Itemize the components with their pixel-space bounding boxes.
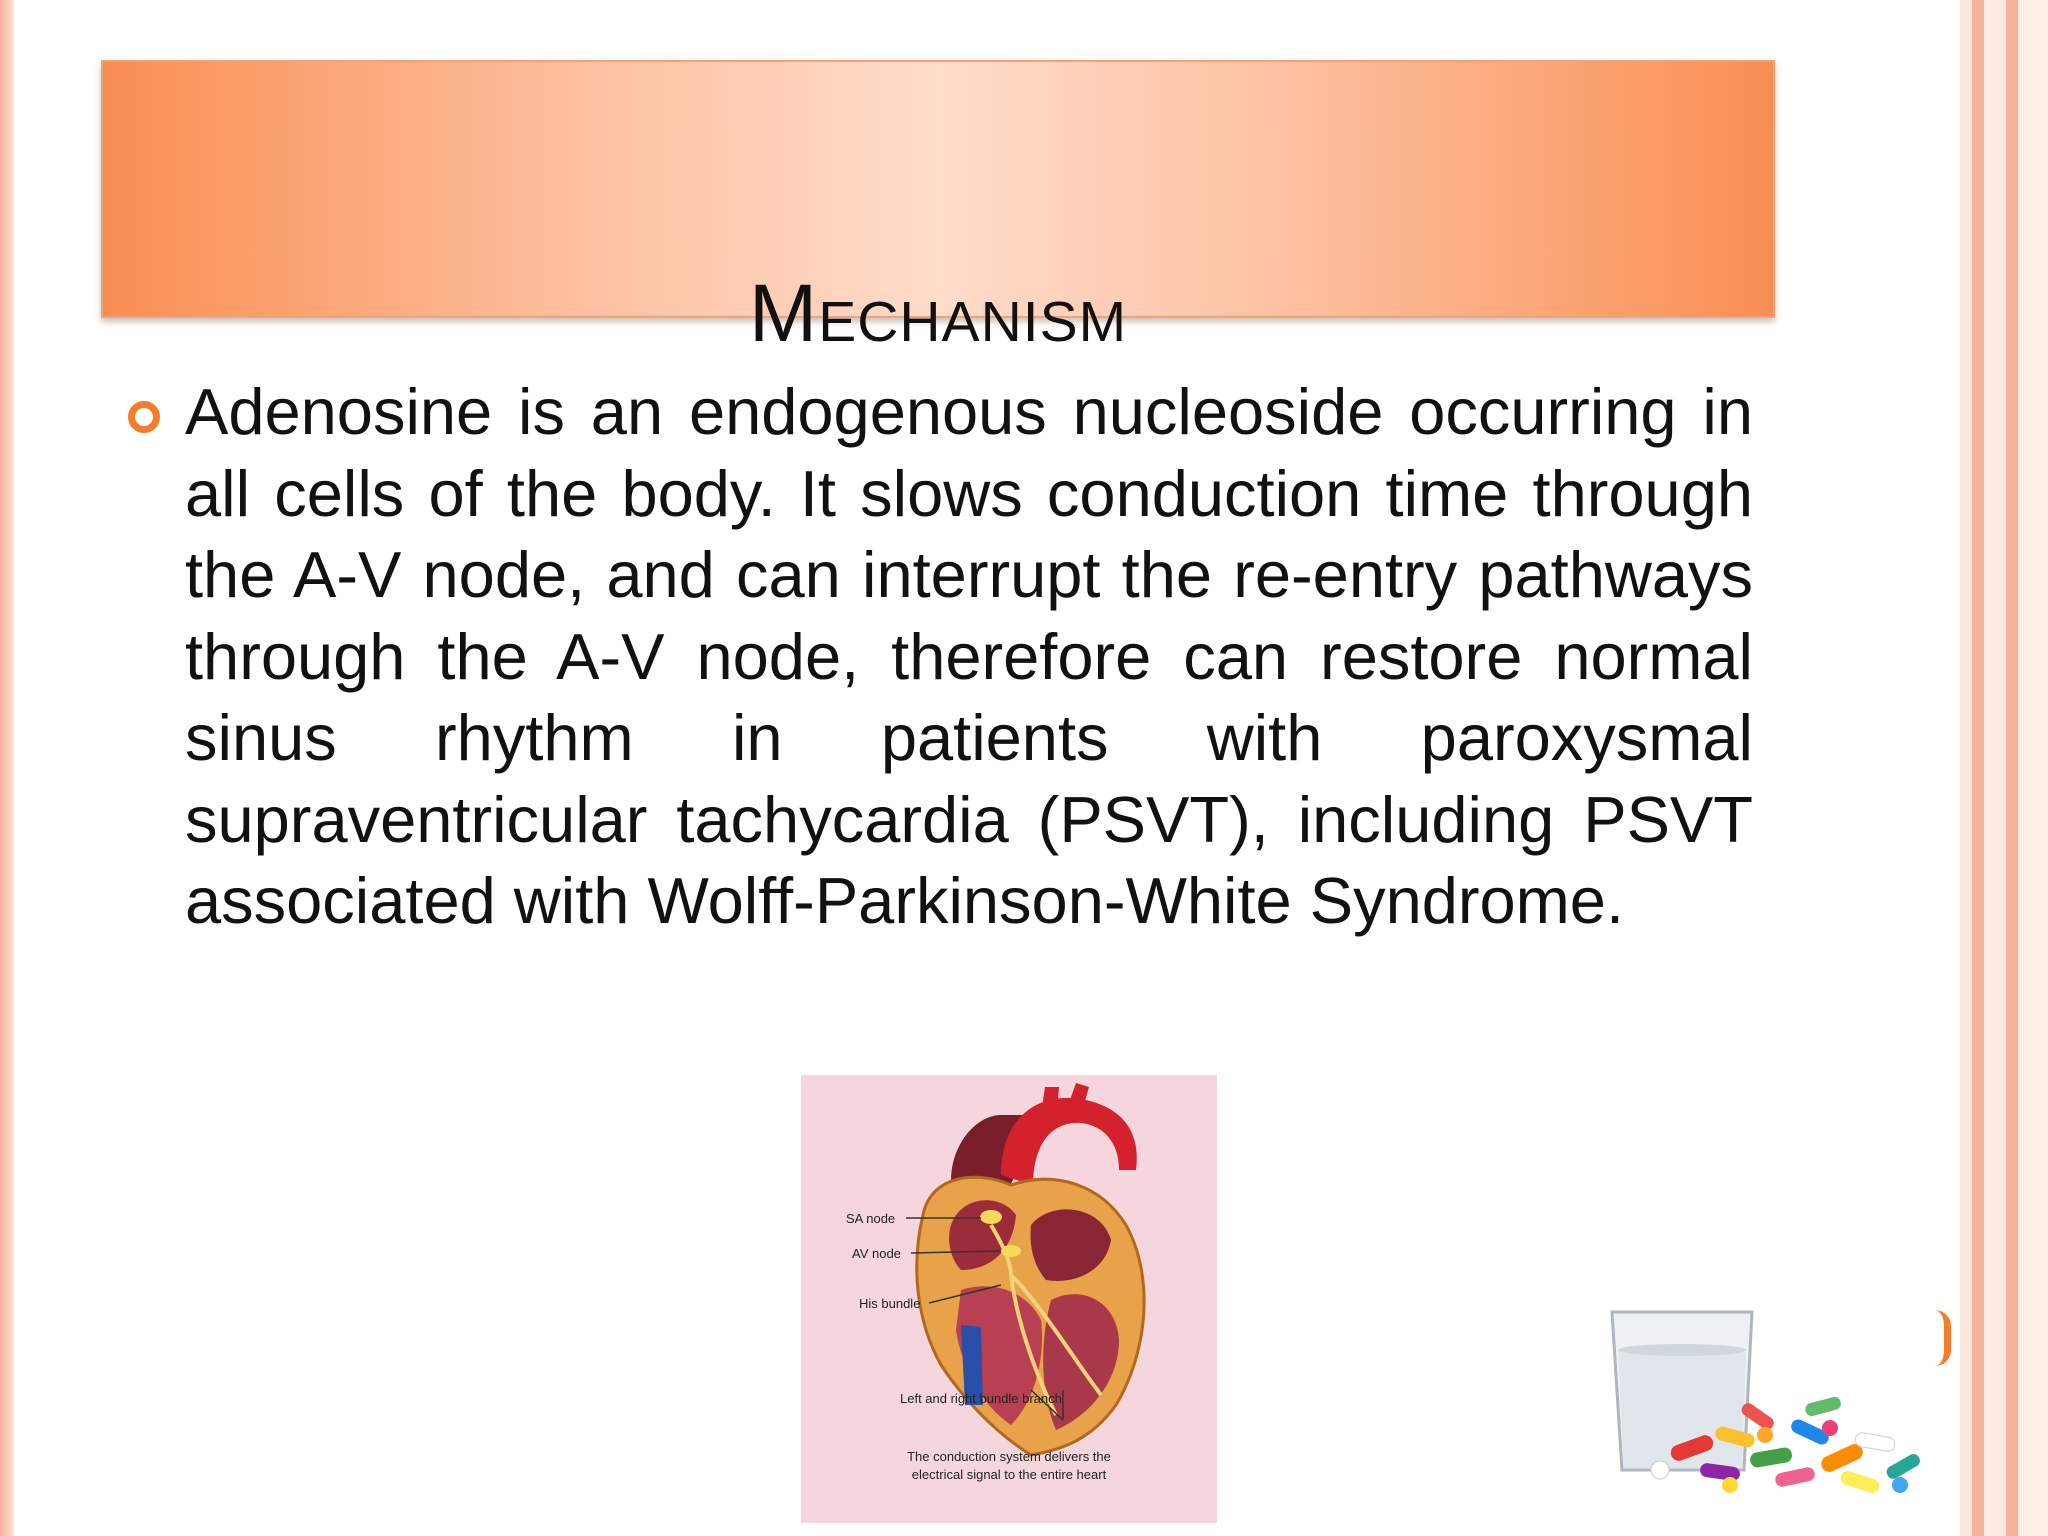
diagram-caption-line2: electrical signal to the entire heart bbox=[911, 1467, 1107, 1482]
slide-title: Mechanism bbox=[748, 268, 1128, 359]
right-frame-stripe bbox=[2018, 0, 2048, 1536]
heart-illustration bbox=[801, 1075, 1217, 1523]
right-frame-stripe bbox=[2006, 0, 2018, 1536]
av-node-label: AV node bbox=[852, 1246, 901, 1261]
pills-and-water-glass-image bbox=[1600, 1300, 1930, 1500]
his-bundle-label: His bundle bbox=[859, 1296, 921, 1311]
title-bar bbox=[101, 60, 1775, 359]
bullet-text: Adenosine is an endogenous nucleoside occurring in all cells of the body. It slows conduction time through the A-V node, and can interrupt the re-entry pathways through the A-V node, therefore can restore normal sinus rhythm in patients with paroxysmal supraventricular tachycardia (PSVT), including PSVT associated with Wolff-Parkinson-White Syndrome. bbox=[185, 375, 1753, 937]
right-frame-stripe bbox=[1960, 0, 1972, 1536]
right-frame-stripe bbox=[1972, 0, 1984, 1536]
heart-conduction-diagram bbox=[801, 1075, 1217, 1523]
sa-node-label: SA node bbox=[846, 1211, 896, 1226]
left-frame-stripe bbox=[0, 0, 14, 1536]
bundle-branch-label: Left and right bundle branch bbox=[900, 1391, 1062, 1406]
right-frame-stripe bbox=[1984, 0, 2006, 1536]
bullet-ring-icon bbox=[128, 401, 160, 433]
decorative-orange-tab bbox=[1935, 1310, 1951, 1366]
diagram-caption-line1: The conduction system delivers the bbox=[907, 1449, 1111, 1464]
